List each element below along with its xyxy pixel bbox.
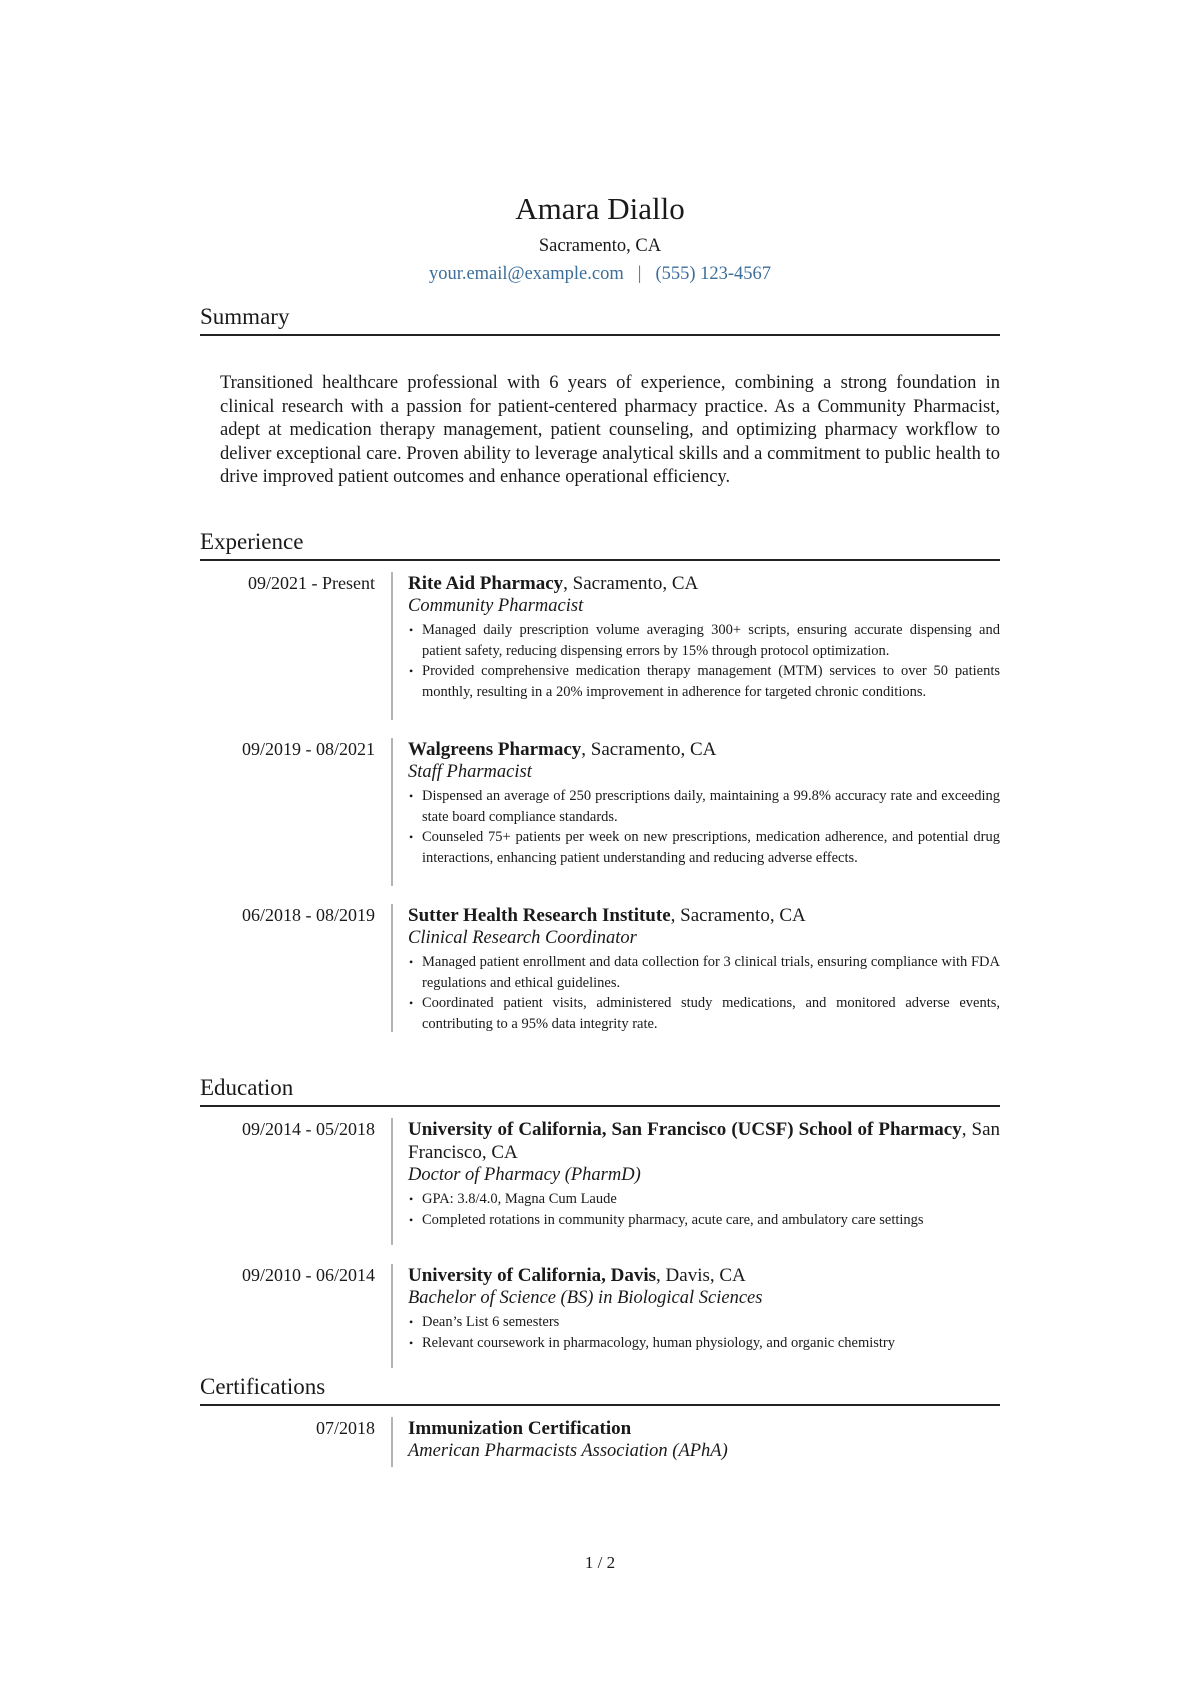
entry-bullets xyxy=(408,1312,1000,1353)
page-number: 1 / 2 xyxy=(584,1553,616,1572)
entry-role: Doctor of Pharmacy (PharmD) xyxy=(408,1165,641,1185)
entry-date: 06/2018 - 08/2019 xyxy=(242,905,375,925)
entry-bullets xyxy=(408,952,1000,1034)
org-location: , San Francisco, CA xyxy=(408,1119,1000,1163)
org-location: , Sacramento, CA xyxy=(670,905,806,926)
list-item: • Provided comprehensive medication therapy management (MTM) services to over 50 patients monthly, resulting in a 20% improvement in adherence for targeted chronic conditions. xyxy=(408,661,1000,702)
entry-content xyxy=(408,1417,1000,1463)
entry-role: Bachelor of Science (BS) in Biological Sciences xyxy=(408,1288,763,1308)
org-location: , Sacramento, CA xyxy=(563,573,699,594)
entry-date: 09/2014 - 05/2018 xyxy=(242,1119,375,1139)
entry-content xyxy=(408,904,1000,1034)
entry-content xyxy=(408,1264,1000,1353)
org-name: University of California, San Francisco (UCSF) School of Pharmacy xyxy=(408,1119,962,1140)
list-item: • Coordinated patient visits, administered study medications, and monitored adverse events, contributing to a 95% data integrity rate. xyxy=(408,993,1000,1034)
entry-organization xyxy=(408,572,1000,595)
entry-date: 09/2019 - 08/2021 xyxy=(242,739,375,759)
entry-content xyxy=(408,738,1000,868)
candidate-location: Sacramento, CA xyxy=(538,236,662,256)
list-item: • Counseled 75+ patients per week on new prescriptions, medication adherence, and potential drug interactions, enhancing patient understanding and reducing adverse effects. xyxy=(408,827,1000,868)
timeline-line xyxy=(391,1118,393,1245)
education-entry xyxy=(200,1264,1000,1368)
org-name: Walgreens Pharmacy xyxy=(408,739,582,760)
entry-role: Staff Pharmacist xyxy=(408,762,532,782)
certification-name: Immunization Certification xyxy=(408,1418,632,1439)
entry-content xyxy=(408,1118,1000,1230)
entry-organization xyxy=(408,1118,1000,1164)
entry-organization xyxy=(408,738,1000,761)
experience-heading: Experience xyxy=(200,529,304,554)
entry-date: 09/2010 - 06/2014 xyxy=(242,1265,375,1285)
list-item: • Dean’s List 6 semesters xyxy=(408,1312,1000,1333)
candidate-name: Amara Diallo xyxy=(515,191,685,226)
certification-issuer: American Pharmacists Association (APhA) xyxy=(408,1441,728,1461)
entry-organization xyxy=(408,1264,1000,1287)
experience-rule xyxy=(200,559,1000,561)
certifications-heading: Certifications xyxy=(200,1374,326,1399)
timeline-line xyxy=(391,572,393,720)
org-name: Sutter Health Research Institute xyxy=(408,905,671,926)
org-name: University of California, Davis xyxy=(408,1265,657,1286)
experience-entry xyxy=(200,572,1000,720)
certifications-rule xyxy=(200,1404,1000,1406)
contact-line xyxy=(200,262,1000,286)
list-item: • GPA: 3.8/4.0, Magna Cum Laude xyxy=(408,1189,1000,1210)
org-location: , Davis, CA xyxy=(656,1265,746,1286)
certification-entry xyxy=(200,1417,1000,1467)
list-item: • Completed rotations in community pharmacy, acute care, and ambulatory care settings xyxy=(408,1210,1000,1231)
entry-role: Clinical Research Coordinator xyxy=(408,928,637,948)
education-rule xyxy=(200,1105,1000,1107)
entry-date: 09/2021 - Present xyxy=(248,573,375,593)
summary-rule xyxy=(200,334,1000,336)
list-item: • Managed patient enrollment and data collection for 3 clinical trials, ensuring compliance with FDA regulations and ethical guidelines. xyxy=(408,952,1000,993)
list-item: • Relevant coursework in pharmacology, human physiology, and organic chemistry xyxy=(408,1333,1000,1354)
entry-date: 07/2018 xyxy=(315,1418,375,1438)
entry-role: Community Pharmacist xyxy=(408,596,584,616)
list-item: • Managed daily prescription volume averaging 300+ scripts, ensuring accurate dispensing and patient safety, reducing dispensing errors by 15% through protocol optimization. xyxy=(408,620,1000,661)
timeline-line xyxy=(391,738,393,886)
phone-link[interactable]: (555) 123-4567 xyxy=(655,264,772,284)
entry-content xyxy=(408,572,1000,702)
summary-heading: Summary xyxy=(200,304,290,329)
timeline-line xyxy=(391,1264,393,1368)
timeline-line xyxy=(391,1417,393,1467)
email-link[interactable]: your.email@example.com xyxy=(428,264,624,284)
entry-bullets xyxy=(408,620,1000,702)
education-heading: Education xyxy=(200,1075,294,1100)
experience-entry xyxy=(200,738,1000,886)
summary-text: Transitioned healthcare professional with 6 years of experience, combining a strong foundation in clinical research with a passion for patient-centered pharmacy practice. As a Community Pharmacist, adept at medication therapy management, patient counseling, and optimizing pharmacy workflow to deliver exceptional care. Proven ability to leverage analytical skills and a commitment to public health to drive improved patient outcomes and enhance operational efficiency. xyxy=(220,373,1000,487)
timeline-line xyxy=(391,904,393,1032)
entry-bullets xyxy=(408,1189,1000,1230)
entry-organization xyxy=(408,1417,1000,1440)
org-location: , Sacramento, CA xyxy=(581,739,717,760)
education-entry xyxy=(200,1118,1000,1245)
entry-organization xyxy=(408,904,1000,927)
entry-bullets xyxy=(408,786,1000,868)
list-item: • Dispensed an average of 250 prescriptions daily, maintaining a 99.8% accuracy rate and exceeding state board compliance standards. xyxy=(408,786,1000,827)
contact-separator: | xyxy=(637,264,642,284)
org-name: Rite Aid Pharmacy xyxy=(408,573,564,594)
experience-entry xyxy=(200,904,1000,1032)
